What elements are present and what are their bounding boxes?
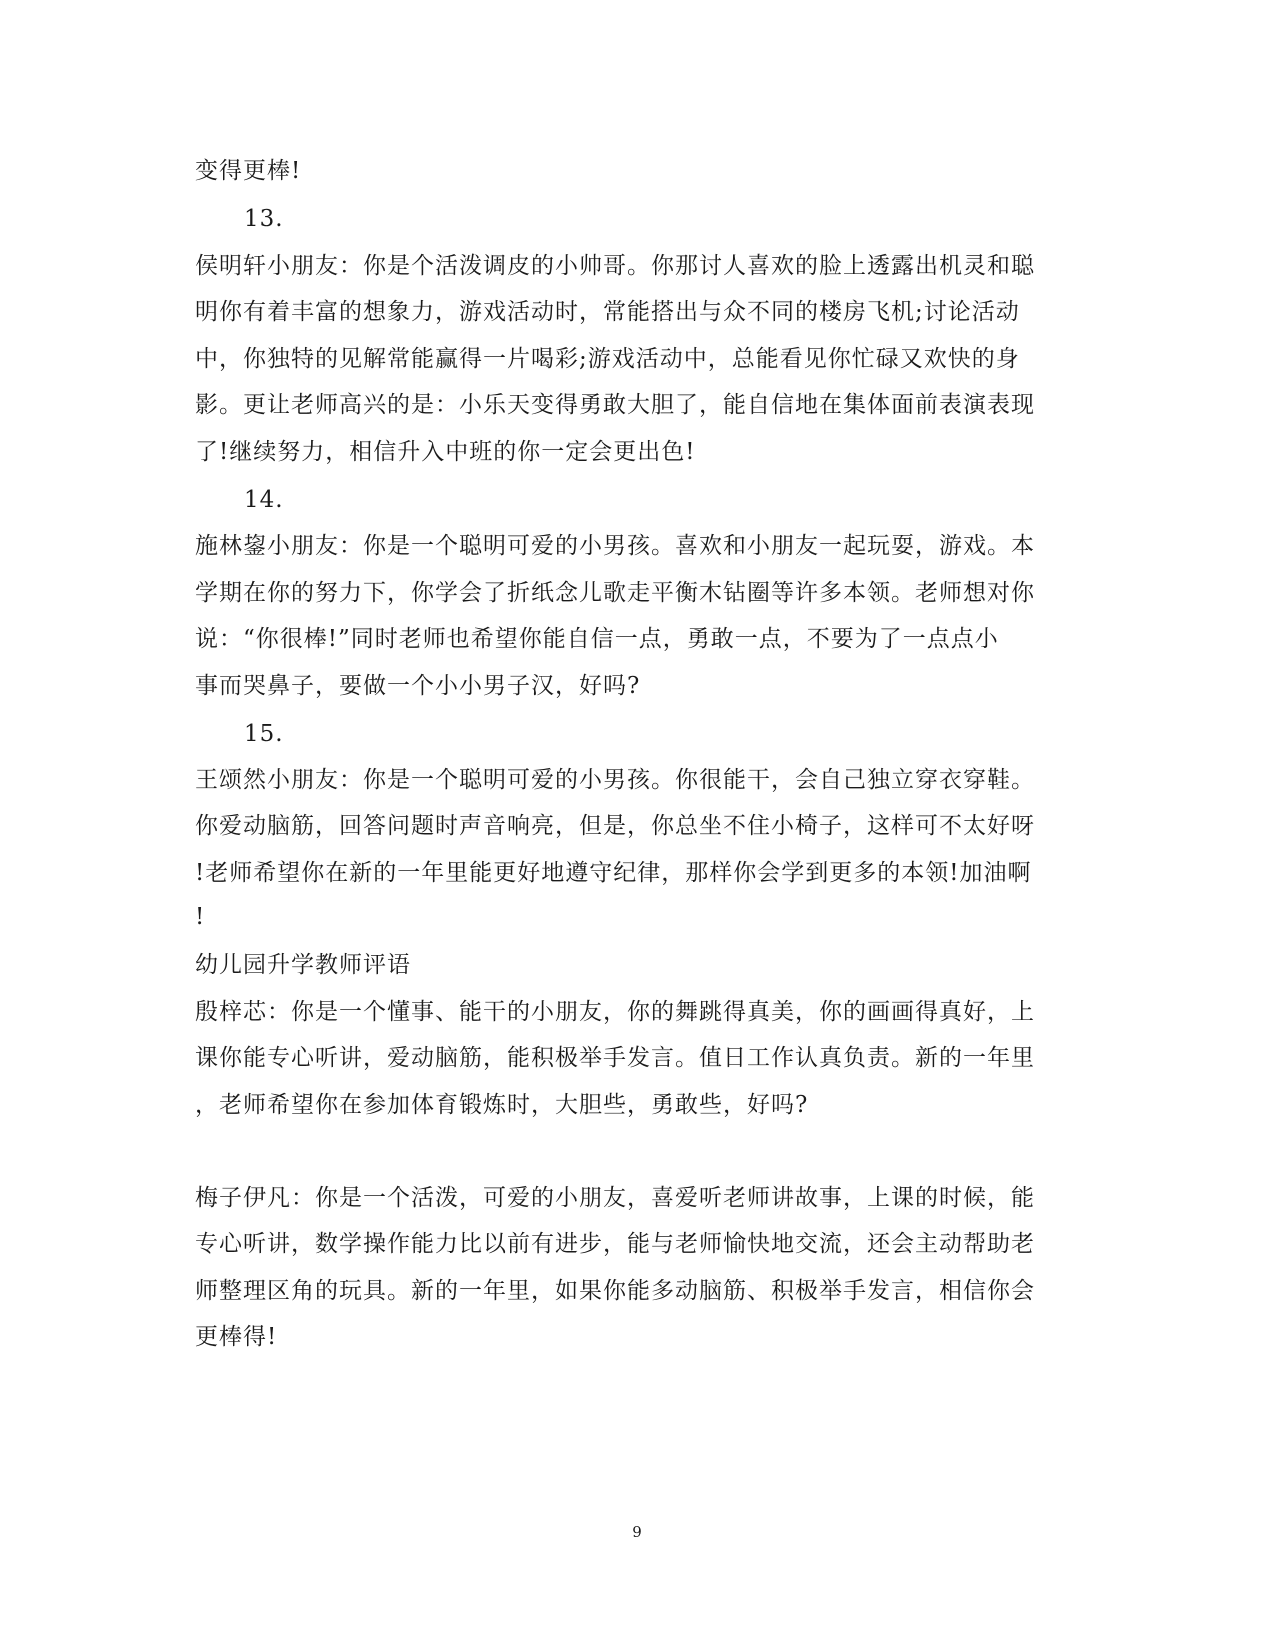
text-line: 更棒得! bbox=[195, 1324, 278, 1350]
item-number: 14. bbox=[244, 487, 284, 513]
text-line: 梅子伊凡：你是一个活泼，可爱的小朋友，喜爱听老师讲故事，上课的时候，能 bbox=[195, 1185, 1035, 1211]
item-number: 15. bbox=[244, 721, 284, 747]
text-line: ! bbox=[195, 904, 206, 930]
item-number: 13. bbox=[244, 206, 284, 232]
text-line: 专心听讲，数学操作能力比以前有进步，能与老师愉快地交流，还会主动帮助老 bbox=[195, 1231, 1035, 1257]
text-line: 你爱动脑筋，回答问题时声音响亮，但是，你总坐不住小椅子，这样可不太好呀 bbox=[195, 813, 1035, 839]
text-line: 影。更让老师高兴的是：小乐天变得勇敢大胆了，能自信地在集体面前表演表现 bbox=[195, 392, 1035, 418]
text-line: 课你能专心听讲，爱动脑筋，能积极举手发言。值日工作认真负责。新的一年里 bbox=[195, 1045, 1035, 1071]
text-line: ，老师希望你在参加体育锻炼时，大胆些，勇敢些，好吗? bbox=[195, 1092, 809, 1118]
text-line: 师整理区角的玩具。新的一年里，如果你能多动脑筋、积极举手发言，相信你会 bbox=[195, 1278, 1035, 1304]
text-line: 殷梓芯：你是一个懂事、能干的小朋友，你的舞跳得真美，你的画画得真好，上 bbox=[195, 999, 1035, 1025]
text-line: 中，你独特的见解常能赢得一片喝彩;游戏活动中，总能看见你忙碌又欢快的身 bbox=[195, 346, 1020, 372]
text-line: 说：“你很棒!”同时老师也希望你能自信一点，勇敢一点，不要为了一点点小 bbox=[195, 626, 999, 652]
text-line: 明你有着丰富的想象力，游戏活动时，常能搭出与众不同的楼房飞机;讨论活动 bbox=[195, 299, 1020, 325]
text-line: 变得更棒! bbox=[195, 158, 302, 184]
text-line: 侯明轩小朋友：你是个活泼调皮的小帅哥。你那讨人喜欢的脸上透露出机灵和聪 bbox=[195, 253, 1035, 279]
page-number: 9 bbox=[632, 1523, 642, 1541]
text-line: 事而哭鼻子，要做一个小小男子汉，好吗? bbox=[195, 673, 641, 699]
text-line: 学期在你的努力下，你学会了折纸念儿歌走平衡木钻圈等许多本领。老师想对你 bbox=[195, 580, 1035, 606]
text-line: 王颂然小朋友：你是一个聪明可爱的小男孩。你很能干，会自己独立穿衣穿鞋。 bbox=[195, 767, 1035, 793]
text-line: 了!继续努力，相信升入中班的你一定会更出色! bbox=[195, 439, 696, 465]
section-title: 幼儿园升学教师评语 bbox=[195, 952, 411, 978]
text-line: 施林鋆小朋友：你是一个聪明可爱的小男孩。喜欢和小朋友一起玩耍，游戏。本 bbox=[195, 533, 1035, 559]
text-line: !老师希望你在新的一年里能更好地遵守纪律，那样你会学到更多的本领!加油啊 bbox=[195, 860, 1032, 886]
